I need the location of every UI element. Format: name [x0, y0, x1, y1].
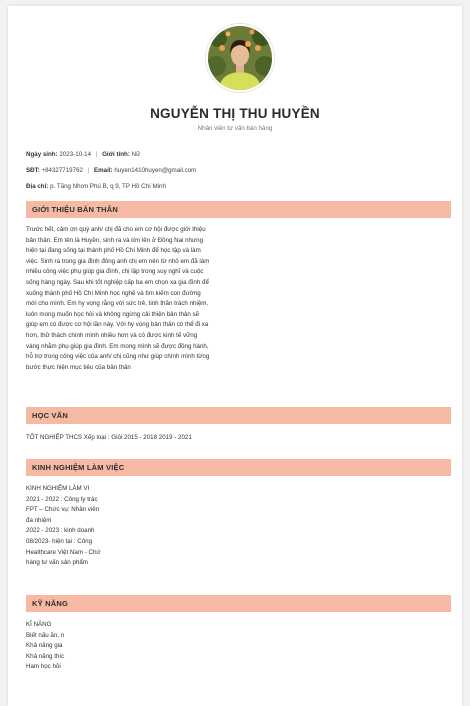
about-line: việc. Sinh ra trong gia đình đông anh chị em nên từ nhỏ em đã làm [26, 257, 210, 265]
about-line: mới cho mình. Em hy vọng rằng với sức trẻ, tinh thần trách nhiệm, [26, 300, 209, 308]
experience-line: KINH NGHIỆM LÀM VI [26, 485, 90, 492]
about-line: sống hàng ngày. Sau khi tốt nghiệp cấp ba em chọn xa gia đình để [26, 278, 209, 286]
experience-line: đa nhiệm [26, 516, 52, 524]
avatar-photo [208, 26, 272, 90]
gender-value: Nữ [131, 151, 141, 158]
about-line: xuống thành phố Hồ Chí Minh học nghề và tìm kiếm con đường [26, 289, 201, 297]
about-line: bước thực hiện mục tiêu của bản thân [26, 363, 131, 371]
skill-line: Ham học hỏi [26, 663, 61, 671]
about-line: hơn, thử thách chính mình nhiều hơn và có được kinh tế vững [26, 331, 198, 339]
experience-list [26, 484, 166, 569]
dob-value: 2023-10-14 [59, 151, 92, 158]
experience-line: 2022 - 2023 : kinh doanh [26, 527, 95, 535]
about-line: hỗ trợ trong công việc của anh/ chị cũng như giúp chính mình từng [26, 353, 210, 361]
section-title: KỸ NĂNG [32, 599, 68, 608]
experience-line: 08/2023- hiện tại : Công [26, 537, 93, 545]
job-title: Nhân viên tư vấn bán hàng [197, 125, 273, 132]
dob-label: Ngày sinh: [26, 151, 58, 158]
address-row [26, 183, 166, 190]
skill-line: KĨ NĂNG [26, 621, 52, 628]
experience-line: 2021 - 2022 : Công ty trác [26, 495, 98, 503]
phone-email-row [26, 167, 196, 174]
about-line: hiện tại đang sống tại thành phố Hồ Chí Minh để học tập và làm [26, 247, 201, 255]
about-line: bản thân. Em tên là Huyền, sinh ra và lớn lên ở Đồng Nai nhưng [26, 236, 204, 244]
experience-line: Healthcare Việt Nam - Chứ [26, 548, 101, 556]
dob-gender-row [26, 151, 140, 158]
skill-line: Biết nấu ăn, n [26, 631, 65, 639]
divider: | [95, 151, 98, 158]
experience-line: hàng tư vấn sản phẩm [26, 559, 88, 567]
section-header-about [26, 201, 451, 218]
section-header-experience [26, 459, 451, 476]
avatar [206, 24, 274, 92]
email-value: huyen1410huyen@gmail.com [114, 167, 197, 174]
address-label: Địa chỉ: [26, 183, 49, 190]
section-title: KINH NGHIỆM LÀM VIỆC [32, 463, 125, 472]
education-entry: TỐT NGHIỆP THCS Xếp loại : Giỏi 2015 - 2018 2019 - 2021 [26, 434, 192, 441]
about-line: vàng nhằm phụ giúp gia đình. Em mong mình sẽ được đồng hành, [26, 342, 209, 350]
section-title: HỌC VẤN [32, 411, 68, 420]
candidate-name: NGUYỄN THỊ THU HUYỀN [150, 106, 320, 121]
gender-label: Giới tính: [102, 151, 130, 158]
section-header-education [26, 407, 451, 424]
about-line: Trước hết, cảm ơn quý anh/ chị đã cho em cơ hội được giới thiệu [26, 226, 206, 233]
about-line: luôn mong muốn học hỏi và không ngừng cải thiện bản thân sẽ [26, 310, 200, 318]
section-header-skills [26, 595, 451, 612]
skill-line: Khả năng thíc [26, 652, 65, 660]
section-title: GIỚI THIỆU BẢN THÂN [32, 205, 119, 214]
email-label: Email: [94, 167, 113, 174]
experience-line: FPT – Chức vụ: Nhân viên [26, 506, 100, 514]
skills-list [26, 620, 126, 673]
cv-page [8, 6, 462, 706]
phone-label: SĐT: [26, 167, 40, 174]
address-value: p. Tăng Nhơn Phú B, q 9, TP Hồ Chí Minh [50, 183, 166, 190]
divider: | [87, 167, 90, 174]
skill-line: Khả năng gia [26, 642, 63, 650]
phone-value: +84327719762 [41, 167, 83, 174]
about-paragraph [26, 225, 238, 373]
about-line: giúp em có được cơ hội lần này. Với hy vọng bản thân có thể đi xa [26, 321, 209, 329]
about-line: nhiều công việc phụ giúp gia đình, chị lập trong suy nghĩ và cuộc [26, 268, 204, 276]
